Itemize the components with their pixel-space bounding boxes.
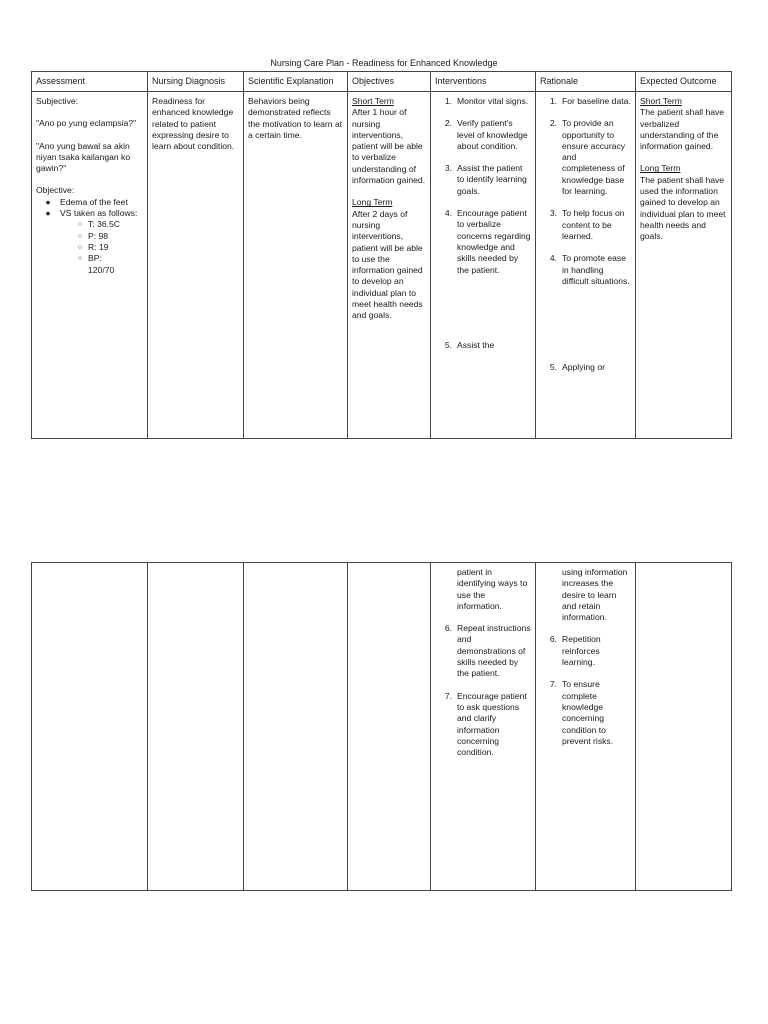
long-term-label: Long Term: [352, 197, 393, 208]
list-item: ○ P: 98: [36, 231, 143, 242]
diagnosis-text: Readiness for enhanced knowledge related to patient expressing desire to learn about condition.: [152, 96, 235, 152]
list-item: 1. Monitor vital signs.: [444, 96, 529, 106]
list-item: 6. Repeat instructions and demonstrations of skills needed by the patient.: [444, 623, 531, 679]
expected-outcome-cell: [636, 92, 732, 439]
nursing-diagnosis-cell: [148, 92, 244, 439]
list-item: 5. Assist the: [444, 339, 495, 350]
short-term-objective: After 1 hour of nursing interventions, patient will be able to verbalize understanding of information gained.: [352, 107, 426, 186]
header-nursing-diagnosis: Nursing Diagnosis: [148, 72, 244, 92]
header-expected-outcome: Expected Outcome: [636, 72, 732, 92]
circle-bullet-icon: ○: [77, 255, 82, 263]
expected-outcome-cell-continued: [636, 563, 732, 891]
nursing-diagnosis-cell-continued: [148, 563, 244, 891]
bullet-icon: ●: [45, 196, 51, 207]
intervention-5-continued: patient in identifying ways to use the information.: [457, 567, 528, 611]
objective-list: [36, 197, 143, 220]
rationale-5-continued: using information increases the desire to learn and retain information.: [562, 567, 628, 623]
interventions-cell: [431, 92, 536, 439]
interventions-list: [435, 96, 531, 351]
header-assessment: Assessment: [32, 72, 148, 92]
circle-bullet-icon: ○: [77, 221, 82, 229]
explanation-text: Behaviors being demonstrated reflects the motivation to learn at a certain time.: [248, 96, 343, 140]
document-title: Nursing Care Plan - Readiness for Enhanced Knowledge: [270, 58, 498, 68]
rationale-cell-continued: [536, 563, 636, 891]
list-item: ● VS taken as follows:: [36, 208, 143, 219]
header-row: [32, 72, 732, 92]
list-item: 2. To provide an opportunity to ensure accuracy and completeness of knowledge base for learning.: [549, 118, 626, 197]
header-objectives: Objectives: [348, 72, 431, 92]
outcome-short-term-text: The patient shall have verbalized understanding of the information gained.: [640, 107, 725, 152]
list-item: ○ BP: 120/70: [36, 253, 143, 276]
circle-bullet-icon: ○: [77, 243, 82, 251]
outcome-long-term-text: The patient shall have used the information gained to develop an individual plan to meet health needs and goals.: [640, 174, 726, 242]
interventions-cell-continued: [431, 563, 536, 891]
list-item: 3. To help focus on content to be learned.: [549, 208, 625, 241]
scientific-explanation-cell: [244, 92, 348, 439]
rationale-cell: [536, 92, 636, 439]
assessment-cell-continued: [32, 563, 148, 891]
care-plan-table-page-1: [31, 71, 732, 439]
objective-label: Objective:: [36, 185, 75, 196]
subjective-quote-2: "Ano yung bawal sa akin niyan tsaka kailangan ko gawin?": [36, 140, 131, 174]
list-item: 7. To ensure complete knowledge concerning condition to prevent risks.: [549, 679, 614, 746]
circle-bullet-icon: ○: [77, 232, 82, 240]
list-item: 3. Assist the patient to identify learning goals.: [444, 163, 527, 196]
interventions-list-continued: [435, 623, 531, 758]
table-row: [32, 563, 732, 891]
short-term-label: Short Term: [352, 96, 394, 106]
list-item: 7. Encourage patient to ask questions and clarify information concerning condition.: [444, 690, 527, 758]
header-scientific-explanation: Scientific Explanation: [244, 72, 348, 92]
header-rationale: Rationale: [536, 72, 636, 92]
objectives-cell-continued: [348, 563, 431, 891]
list-item: ○ T: 36.5C: [36, 219, 143, 230]
long-term-objective: After 2 days of nursing interventions, patient will be able to use the information gained to develop an individual plan to meet health needs and goals.: [352, 208, 423, 321]
scientific-explanation-cell-continued: [244, 563, 348, 891]
outcome-long-term-label: Long Term: [640, 163, 681, 174]
header-interventions: Interventions: [431, 72, 536, 92]
list-item: ○ R: 19: [36, 242, 143, 253]
objectives-cell: [348, 92, 431, 439]
subjective-label: Subjective:: [36, 96, 79, 106]
list-item: 1. For baseline data.: [549, 96, 631, 106]
outcome-short-term-label: Short Term: [640, 96, 682, 106]
rationale-list: [540, 96, 631, 373]
table-row: [32, 92, 732, 439]
list-item: 5. Applying or: [549, 362, 605, 373]
care-plan-table-page-2: [31, 562, 732, 891]
subjective-quote-1: "Ano po yung eclampsia?": [36, 118, 137, 129]
assessment-cell: [32, 92, 148, 439]
list-item: 2. Verify patient's level of knowledge about condition.: [444, 118, 528, 151]
rationale-list-continued: [540, 634, 631, 747]
vital-signs-list: [36, 219, 143, 275]
bullet-icon: ●: [45, 208, 51, 219]
list-item: 4. To promote ease in handling difficult situations.: [549, 253, 630, 286]
list-item: 4. Encourage patient to verbalize concerns regarding knowledge and skills needed by the patient.: [444, 208, 531, 275]
list-item: 6. Repetition reinforces learning.: [549, 634, 601, 668]
list-item: ● Edema of the feet: [36, 197, 143, 208]
